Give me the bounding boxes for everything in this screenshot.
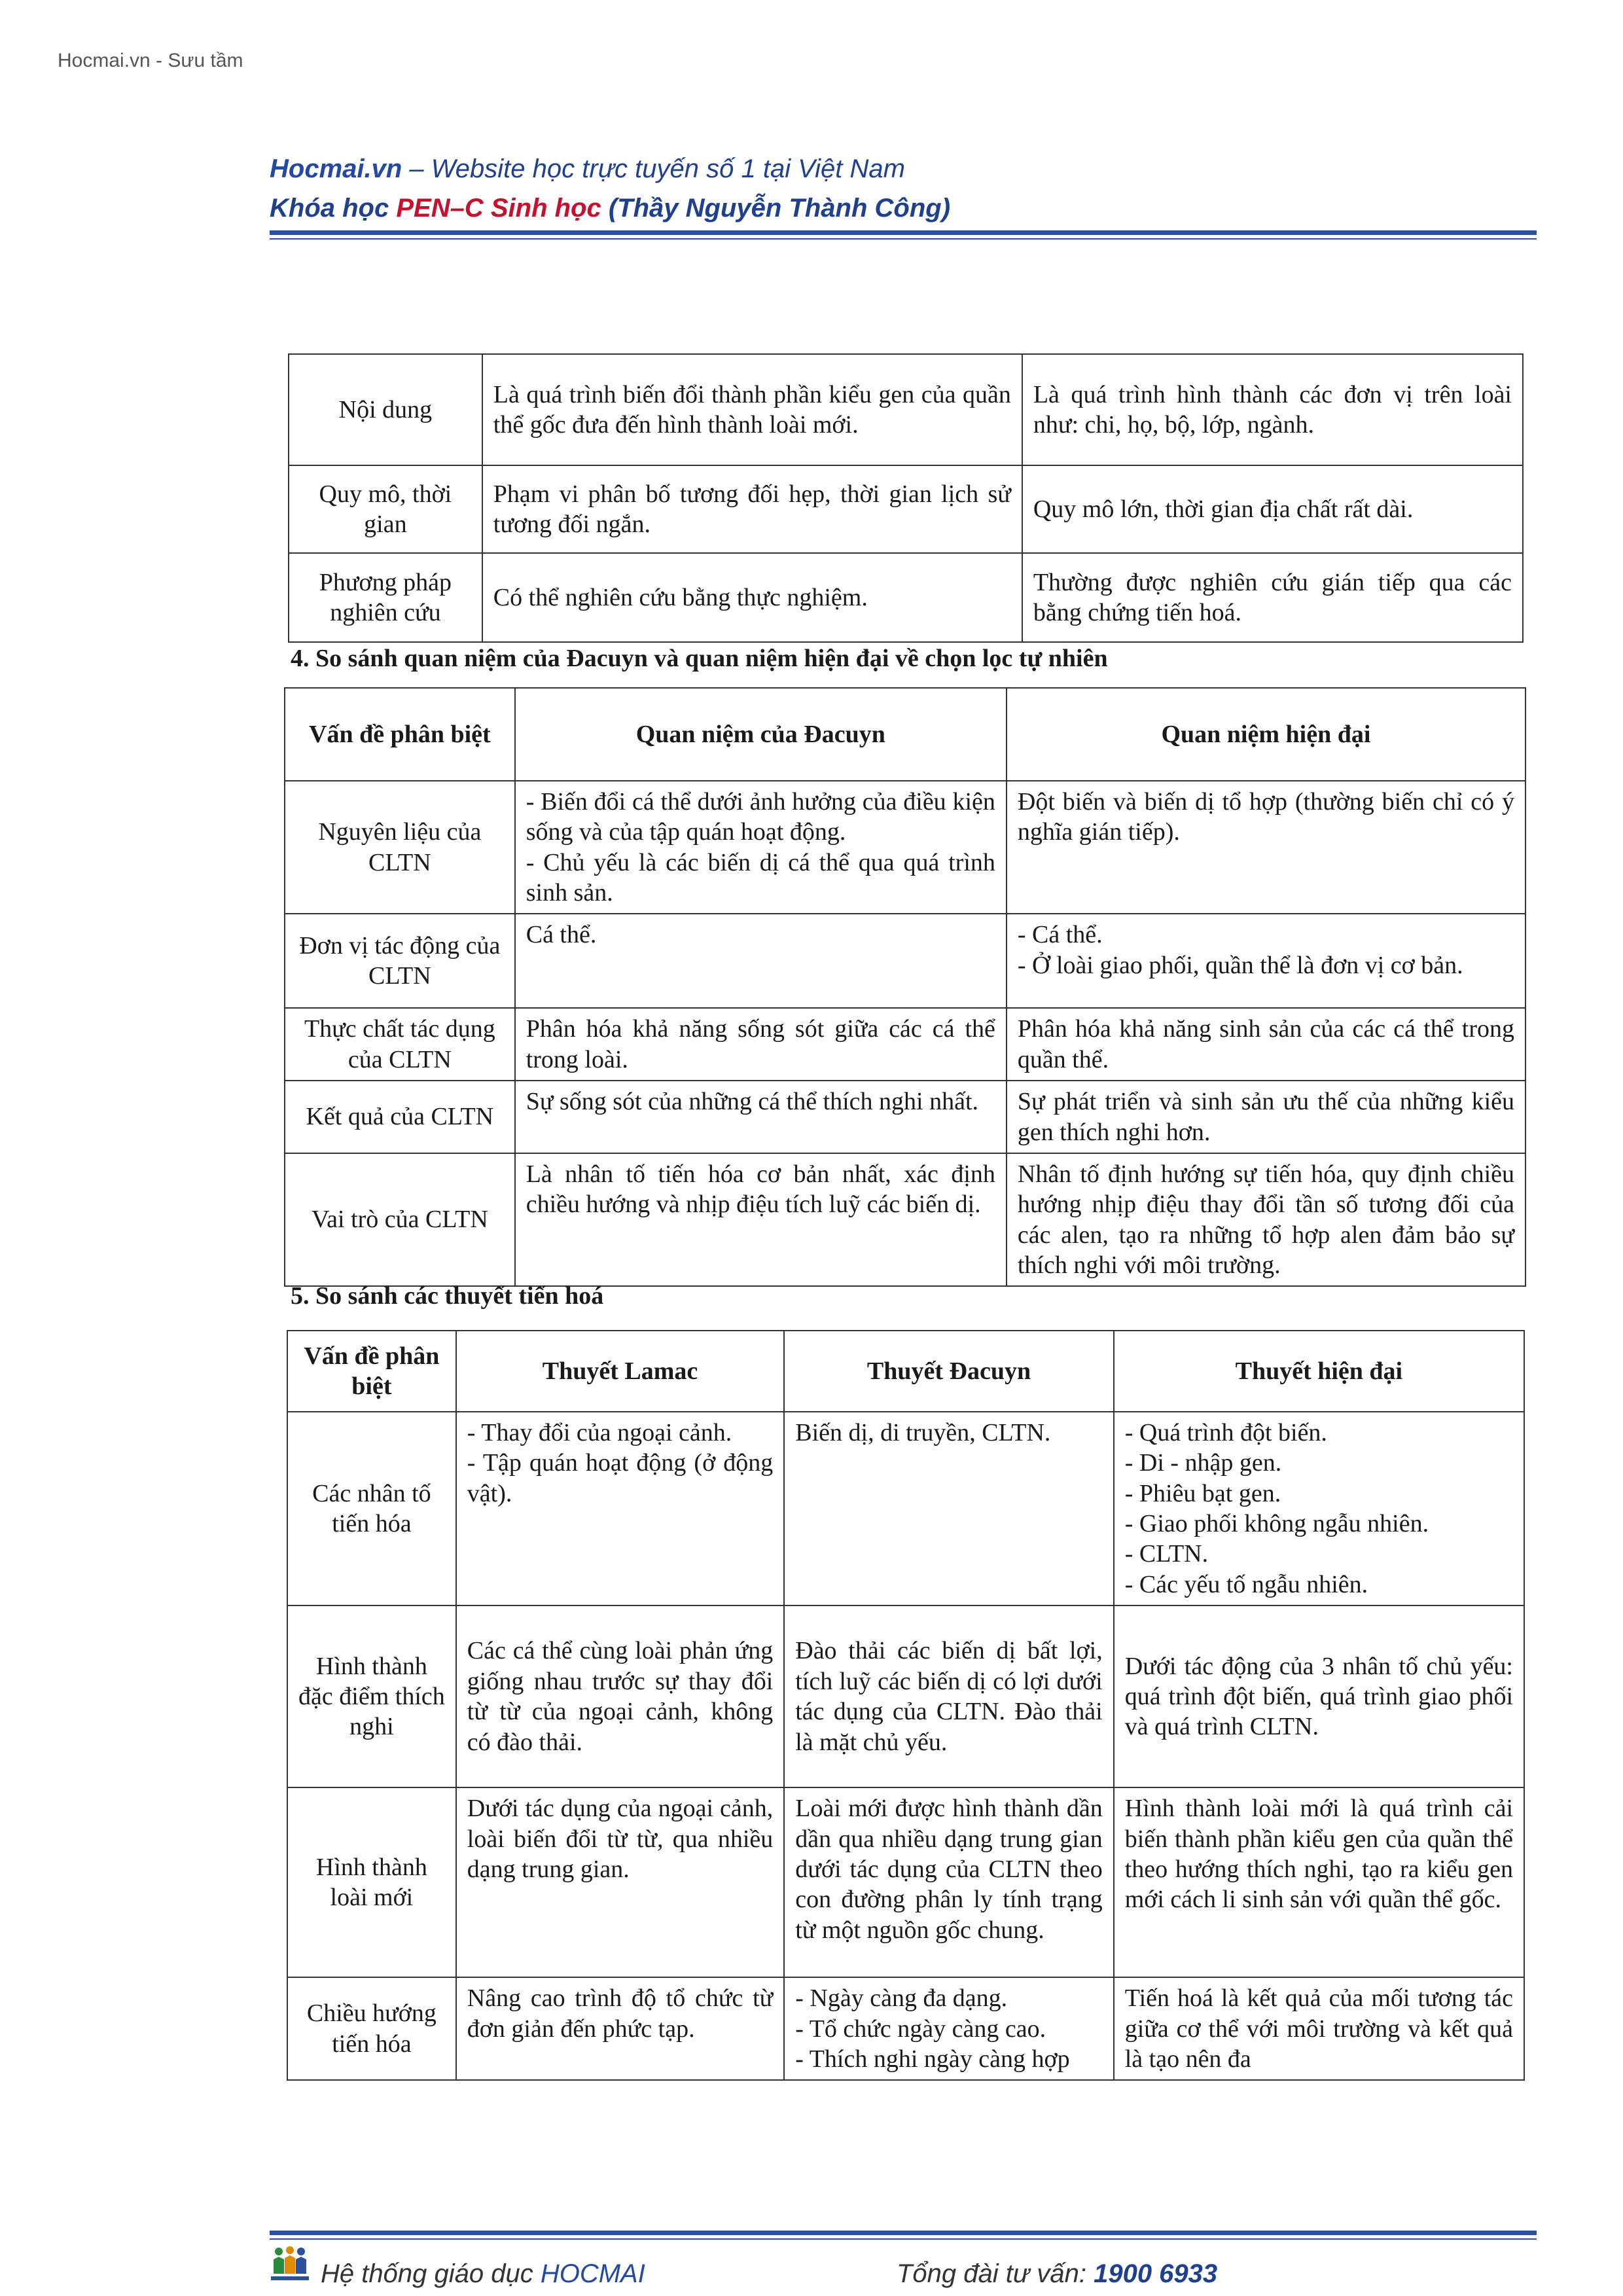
cell-line: - Tập quán hoạt động (ở động vật). — [467, 1449, 774, 1507]
header-line-1 — [270, 154, 905, 184]
cell-line: - CLTN. — [1124, 1540, 1209, 1568]
cell-line: - Di - nhập gen. — [1124, 1449, 1282, 1477]
cell-line: Nhân tố định hướng sự tiến hóa, quy định chiều hướng nhịp điệu thay đổi tần số tương đối của các alen, tạo ra những tổ hợp alen đảm bảo sự thích nghi với môi trường. — [1017, 1160, 1514, 1279]
cell-line: Dưới tác dụng của ngoại cảnh, loài biến đổi từ từ, qua nhiều dạng trung gian. — [467, 1795, 774, 1883]
header-tagline: – Website học trực tuyến số 1 tại Việt Nam — [402, 154, 905, 183]
footer-left-prefix: Hệ thống giáo dục — [321, 2259, 541, 2288]
footer-hotline-label: Tổng đài tư vấn: — [897, 2259, 1094, 2288]
cell: Là quá trình biến đổi thành phần kiểu gen của quần thể gốc đưa đến hình thành loài mới. — [482, 354, 1022, 465]
table-row — [289, 553, 1523, 642]
cell: Thường được nghiên cứu gián tiếp qua các bằng chứng tiến hoá. — [1022, 553, 1523, 642]
cell-line: - Cá thể. — [1017, 921, 1103, 949]
cell — [1114, 1787, 1524, 1977]
cell: Là quá trình hình thành các đơn vị trên loài như: chi, họ, bộ, lớp, ngành. — [1022, 354, 1523, 465]
table-row — [287, 1412, 1524, 1605]
cell-line: Phân hóa khả năng sinh sản của các cá thể trong quần thể. — [1017, 1015, 1514, 1073]
footer-brand[interactable]: HOCMAI — [540, 2259, 645, 2288]
cell-line: - Biến đổi cá thể dưới ảnh hưởng của điều kiện sống và của tập quán hoạt động. — [526, 788, 995, 846]
row-label: Phương pháp nghiên cứu — [289, 553, 482, 642]
footer-left — [321, 2259, 645, 2289]
cell — [515, 1153, 1007, 1286]
table-header-row — [287, 1331, 1524, 1412]
table-speciation — [288, 353, 1524, 643]
cell — [784, 1977, 1113, 2080]
header-rule — [270, 230, 1537, 235]
hocmai-logo-icon — [270, 2245, 310, 2283]
cell — [1007, 914, 1525, 1008]
cell — [1114, 1977, 1524, 2080]
cell-line: Sự sống sót của những cá thể thích nghi nhất. — [526, 1088, 979, 1116]
cell — [1114, 1412, 1524, 1605]
row-label: Vai trò của CLTN — [285, 1153, 515, 1286]
table-row — [285, 781, 1525, 914]
cell — [456, 1977, 784, 2080]
cell-line: - Các yếu tố ngẫu nhiên. — [1124, 1570, 1368, 1598]
table-row — [285, 914, 1525, 1008]
table-row — [287, 1977, 1524, 2080]
cell-line: - Thay đổi của ngoại cảnh. — [467, 1419, 732, 1446]
header-rule-thin — [270, 238, 1537, 240]
cell — [1007, 1153, 1525, 1286]
table-row — [285, 1008, 1525, 1081]
row-label: Đơn vị tác động của CLTN — [285, 914, 515, 1008]
cell — [515, 1081, 1007, 1153]
cell-line: Các cá thể cùng loài phản ứng giống nhau trước sự thay đổi từ từ của ngoại cảnh, không có đào thải. — [467, 1637, 774, 1756]
cell: Phạm vi phân bố tương đối hẹp, thời gian lịch sử tương đối ngắn. — [482, 465, 1022, 553]
column-header: Thuyết Đacuyn — [784, 1331, 1113, 1412]
cell-line: Phân hóa khả năng sống sót giữa các cá thể trong loài. — [526, 1015, 995, 1073]
cell-line: - Quá trình đột biến. — [1124, 1419, 1327, 1446]
row-label: Nội dung — [289, 354, 482, 465]
cell-line: Nâng cao trình độ tổ chức từ đơn giản đến phức tạp. — [467, 1984, 774, 2043]
cell-line: - Giao phối không ngẫu nhiên. — [1124, 1510, 1429, 1538]
course-name: PEN–C Sinh học — [396, 194, 601, 223]
cell-line: Cá thể. — [526, 921, 597, 949]
row-label: Thực chất tác dụng của CLTN — [285, 1008, 515, 1081]
cell: Có thể nghiên cứu bằng thực nghiệm. — [482, 553, 1022, 642]
column-header: Vấn đề phân biệt — [287, 1331, 456, 1412]
cell — [1007, 1008, 1525, 1081]
row-label: Chiều hướng tiến hóa — [287, 1977, 456, 2080]
cell-line: Dưới tác động của 3 nhân tố chủ yếu: quá trình đột biến, quá trình giao phối và quá trình CLTN. — [1124, 1652, 1513, 1741]
column-header: Quan niệm của Đacuyn — [515, 688, 1007, 781]
table-row — [287, 1605, 1524, 1787]
cell-line: Đào thải các biến dị bất lợi, tích luỹ các biến dị có lợi dưới tác dụng của CLTN. Đào thải là mặt chủ yếu. — [795, 1637, 1103, 1756]
cell-line: Sự phát triển và sinh sản ưu thế của những kiểu gen thích nghi hơn. — [1017, 1088, 1514, 1146]
cell-line: Là nhân tố tiến hóa cơ bản nhất, xác định chiều hướng và nhịp điệu tích luỹ các biến dị. — [526, 1160, 995, 1219]
course-teacher: (Thầy Nguyễn Thành Công) — [601, 194, 951, 223]
footer-hotline-number[interactable]: 1900 6933 — [1094, 2259, 1218, 2288]
section-5-heading: 5. So sánh các thuyết tiến hoá — [291, 1282, 604, 1310]
table-row — [289, 354, 1523, 465]
cell-line: - Ở loài giao phối, quần thể là đơn vị cơ bản. — [1017, 951, 1463, 979]
row-label: Kết quả của CLTN — [285, 1081, 515, 1153]
header-line-2 — [270, 194, 950, 223]
cell-line: Loài mới được hình thành dần dần qua nhiều dạng trung gian dưới tác dụng của CLTN theo con đường phân ly tính trạng từ một nguồn gốc chung. — [795, 1795, 1103, 1944]
cell — [456, 1412, 784, 1605]
table-row — [285, 1153, 1525, 1286]
cell — [456, 1605, 784, 1787]
cell-line: Biến dị, di truyền, CLTN. — [795, 1419, 1051, 1446]
cell — [456, 1787, 784, 1977]
course-prefix: Khóa học — [270, 194, 397, 223]
cell-line: Đột biến và biến dị tổ hợp (thường biến chỉ có ý nghĩa gián tiếp). — [1017, 788, 1514, 846]
header-brand[interactable]: Hocmai.vn — [270, 154, 402, 183]
cell-line: - Chủ yếu là các biến dị cá thể qua quá trình sinh sản. — [526, 848, 995, 907]
cell — [784, 1412, 1113, 1605]
cell-line: - Tổ chức ngày càng cao. — [795, 2015, 1046, 2043]
cell — [784, 1605, 1113, 1787]
row-label: Nguyên liệu của CLTN — [285, 781, 515, 914]
row-label: Hình thành đặc điểm thích nghi — [287, 1605, 456, 1787]
cell-line: Tiến hoá là kết quả của mối tương tác giữa cơ thể với môi trường và kết quả là tạo nên đa — [1124, 1984, 1513, 2073]
row-label: Quy mô, thời gian — [289, 465, 482, 553]
cell-line: - Phiêu bạt gen. — [1124, 1479, 1281, 1507]
cell — [1007, 781, 1525, 914]
column-header: Thuyết Lamac — [456, 1331, 784, 1412]
table-evolution-theories — [287, 1330, 1525, 2081]
cell-line: - Ngày càng đa dạng. — [795, 1984, 1008, 2013]
footer-rule-thin — [270, 2238, 1537, 2240]
cell — [515, 1008, 1007, 1081]
table-header-row — [285, 688, 1525, 781]
cell — [515, 781, 1007, 914]
footer-right — [897, 2259, 1217, 2289]
column-header: Thuyết hiện đại — [1114, 1331, 1524, 1412]
table-row — [285, 1081, 1525, 1153]
cell — [515, 914, 1007, 1008]
watermark-text: Hocmai.vn - Sưu tầm — [58, 50, 243, 71]
cell-line: Hình thành loài mới là quá trình cải biến thành phần kiểu gen của quần thể theo hướng thích nghi, tạo ra kiểu gen mới cách li sinh sản với quần thể gốc. — [1124, 1795, 1513, 1914]
cell: Quy mô lớn, thời gian địa chất rất dài. — [1022, 465, 1523, 553]
cell — [1114, 1605, 1524, 1787]
column-header: Quan niệm hiện đại — [1007, 688, 1525, 781]
section-4-heading: 4. So sánh quan niệm của Đacuyn và quan niệm hiện đại về chọn lọc tự nhiên — [291, 645, 1108, 672]
cell — [784, 1787, 1113, 1977]
footer-rule — [270, 2231, 1537, 2235]
cell — [1007, 1081, 1525, 1153]
row-label: Các nhân tố tiến hóa — [287, 1412, 456, 1605]
table-cltn-comparison — [284, 687, 1526, 1287]
row-label: Hình thành loài mới — [287, 1787, 456, 1977]
table-row — [289, 465, 1523, 553]
column-header: Vấn đề phân biệt — [285, 688, 515, 781]
cell-line: - Thích nghi ngày càng hợp — [795, 2045, 1070, 2073]
table-row — [287, 1787, 1524, 1977]
